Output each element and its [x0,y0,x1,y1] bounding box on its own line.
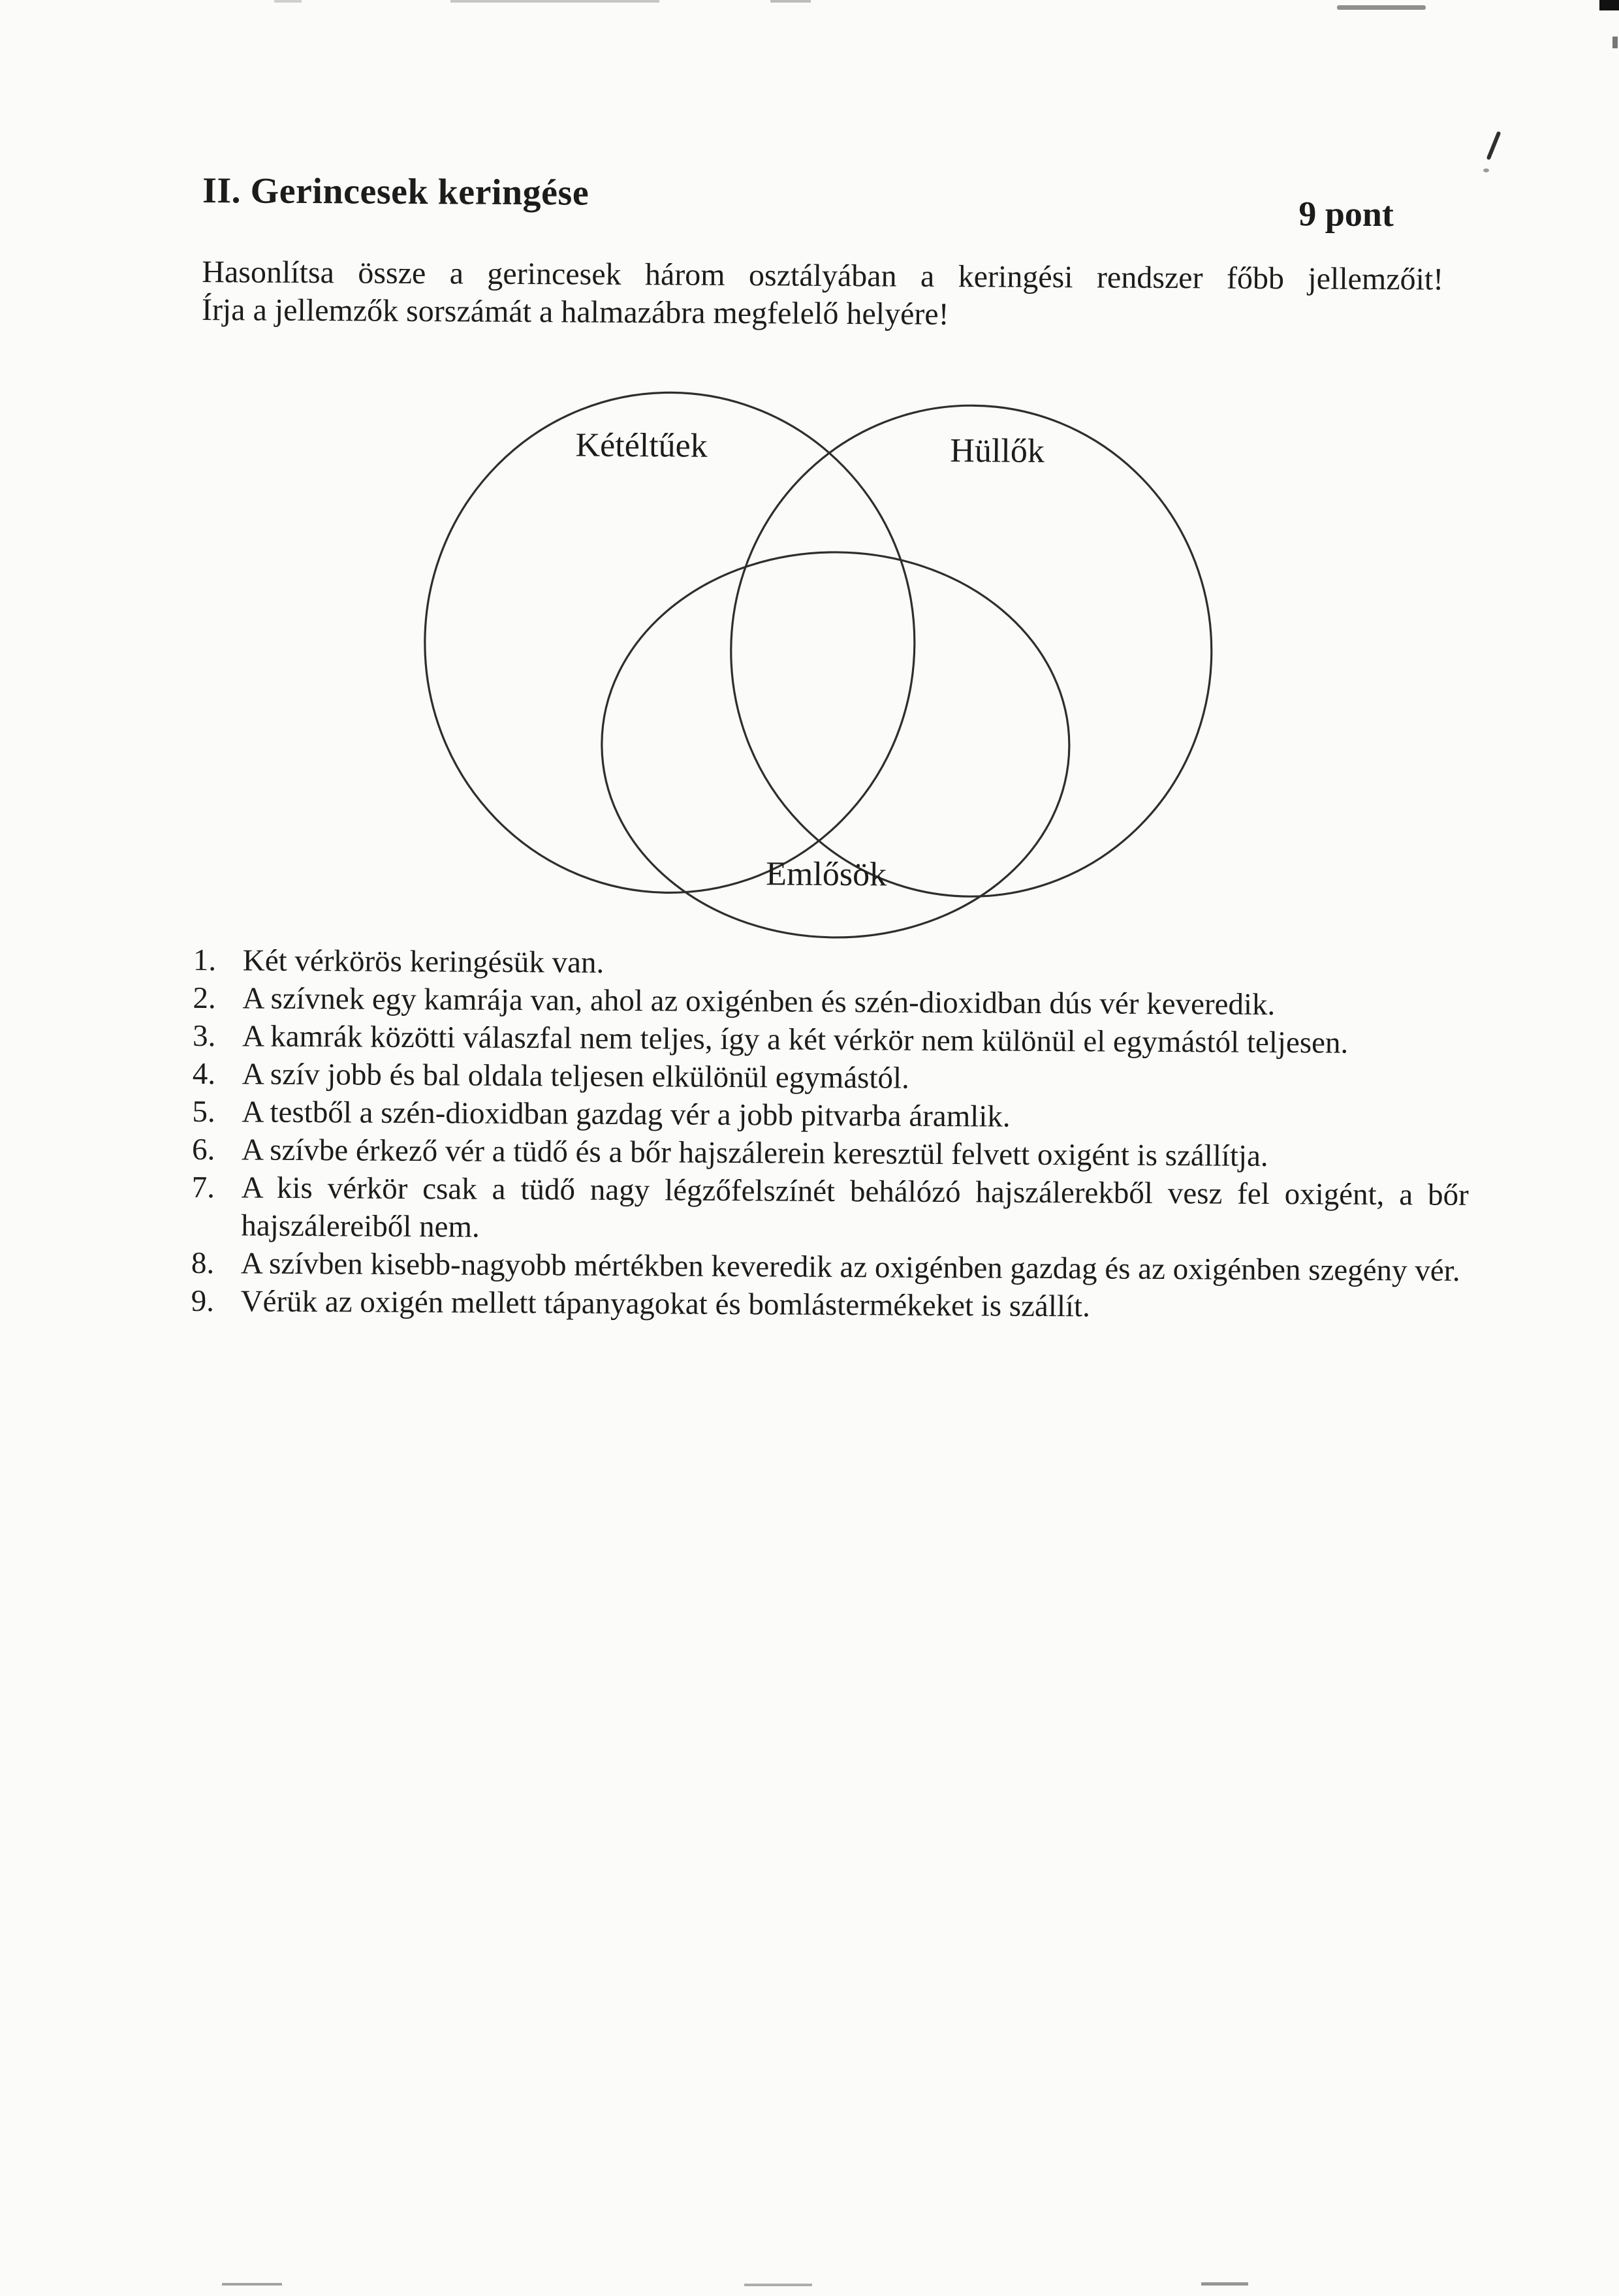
instruction-line-2: Írja a jellemzők sorszámát a halmazábra megfelelő helyére! [201,292,949,332]
statement-number: 2. [193,981,216,1016]
section-title: II. Gerincesek keringése [202,170,589,213]
venn-circle-amphibians [424,391,917,894]
venn-svg [387,357,1240,973]
statement-text: A szívnek egy kamrája van, ahol az oxigénben és szén-dioxidban dús vér keveredik. [242,981,1276,1022]
venn-diagram [387,357,1240,973]
statement-item-7 [191,1169,1469,1252]
statement-text: A testből a szén-dioxidban gazdag vér a jobb pitvarba áramlik. [242,1095,1011,1134]
statement-number: 1. [193,943,217,978]
points-label: 9 pont [1298,194,1394,234]
scan-artifact-top-dash [770,0,811,3]
statement-number: 5. [192,1094,215,1129]
statement-number: 9. [191,1283,215,1319]
statement-item-9 [191,1282,1468,1328]
section-header [202,171,1394,234]
statement-number: 3. [192,1018,216,1054]
statement-number: 6. [191,1132,215,1167]
venn-circle-reptiles [729,404,1213,898]
statement-text: Vérük az oxigén mellett tápanyagokat és bomlástermékeket is szállít. [240,1284,1090,1324]
venn-label-mammals: Emlősök [766,855,887,894]
statement-list [191,941,1470,1328]
statement-text: A szívbe érkező vér a tüdő és a bőr hajszálerein keresztül felvett oxigént is szállítja. [241,1133,1268,1174]
statement-text: A kamrák közötti válaszfal nem teljes, így a két vérkör nem különül el egymástól teljesen. [242,1019,1349,1060]
instruction-line-1: Hasonlítsa össze a gerincesek három osztályában a keringési rendszer főbb jellemzőit! [202,254,1444,297]
venn-label-reptiles: Hüllők [950,432,1045,470]
statement-number: 4. [192,1056,216,1092]
statement-text: A szívben kisebb-nagyobb mértékben keveredik az oxigénben gazdag és az oxigénben szegény vér. [240,1246,1460,1288]
statement-text: Két vérkörös keringésük van. [242,943,605,980]
statement-text: A szív jobb és bal oldala teljesen elkülönül egymástól. [242,1057,909,1095]
statement-text: A kis vérkör csak a tüdő nagy légzőfelszínét behálózó hajszálerekből vesz fel oxigént, a bőr hajszálereiből nem. [241,1171,1469,1244]
statement-number: 8. [191,1246,215,1281]
venn-label-amphibians: Kétéltűek [575,426,708,465]
statement-number: 7. [191,1170,215,1205]
task-instructions [202,253,1444,337]
